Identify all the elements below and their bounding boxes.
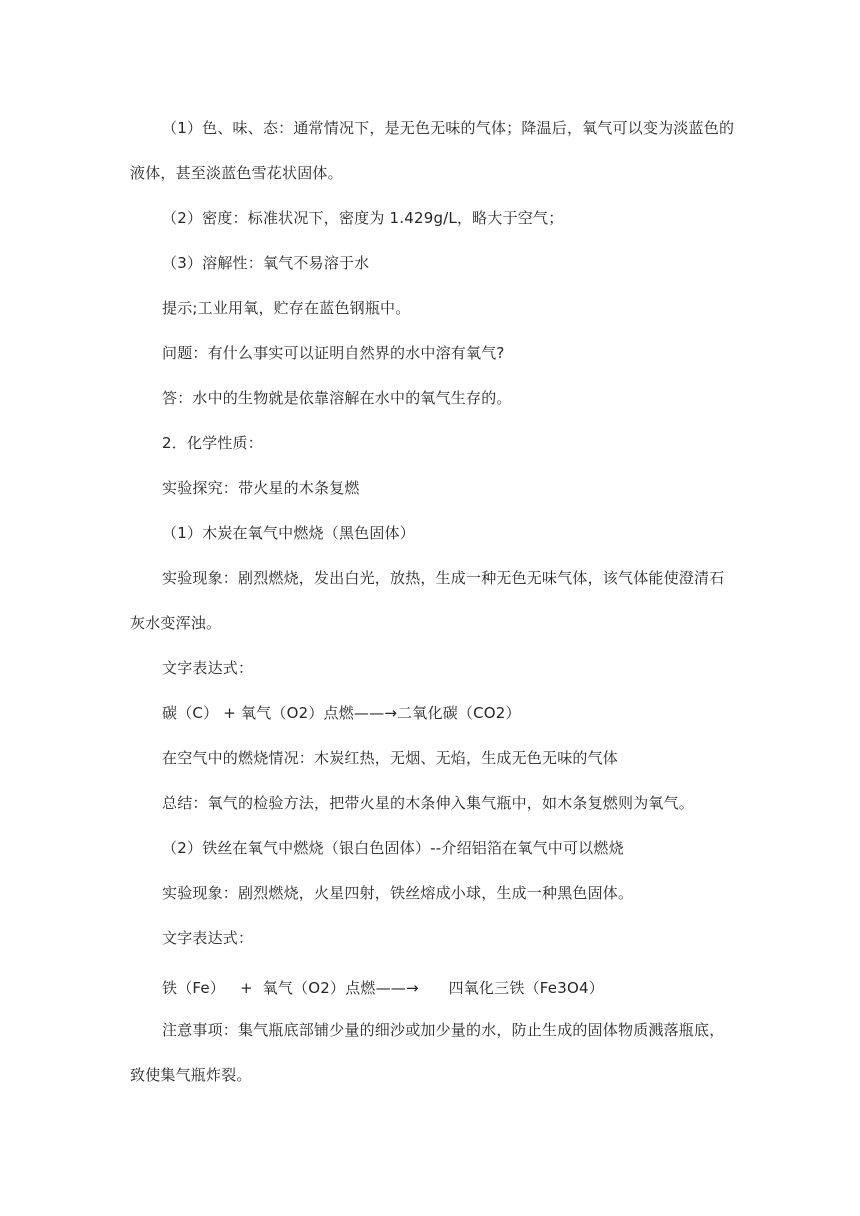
paragraph-iron-wire: （2）铁丝在氧气中燃烧（银白色固体）--介绍铝箔在氧气中可以燃烧 (162, 839, 624, 857)
paragraph-experiment: 实验探究：带火星的木条复燃 (162, 479, 360, 497)
paragraph-summary: 总结：氧气的检验方法，把带火星的木条伸入集气瓶中，如木条复燃则为氧气。 (162, 794, 695, 812)
paragraph-density: （2）密度：标准状况下，密度为 1.429g/L，略大于空气； (162, 209, 564, 227)
paragraph-air-combustion: 在空气中的燃烧情况：木炭红热，无烟、无焰，生成无色无味的气体 (162, 749, 619, 767)
equation-iron: 铁（Fe） + 氧气（O2）点燃——→ 四氧化三铁（Fe3O4） (162, 979, 604, 997)
paragraph-expression-label-2: 文字表达式： (162, 929, 254, 947)
paragraph-hint: 提示;工业用氧，贮存在蓝色钢瓶中。 (162, 299, 411, 317)
paragraph-continuation: 灰水变浑浊。 (130, 614, 222, 632)
paragraph-charcoal: （1）木炭在氧气中燃烧（黑色固体） (162, 524, 415, 542)
paragraph-continuation: 液体，甚至淡蓝色雪花状固体。 (130, 164, 343, 182)
paragraph-precautions: 注意事项：集气瓶底部铺少量的细沙或加少量的水，防止生成的固体物质溅落瓶底， (162, 1021, 725, 1039)
paragraph-question: 问题：有什么事实可以证明自然界的水中溶有氧气? (162, 344, 505, 362)
paragraph-continuation: 致使集气瓶炸裂。 (130, 1066, 252, 1084)
paragraph-color-taste-state: （1）色、味、态：通常情况下，是无色无味的气体；降温后，氧气可以变为淡蓝色的 (162, 119, 735, 137)
paragraph-phenomenon-2: 实验现象：剧烈燃烧，火星四射，铁丝熔成小球，生成一种黑色固体。 (162, 884, 634, 902)
section-heading-chemical-properties: 2．化学性质： (162, 434, 263, 452)
paragraph-expression-label-1: 文字表达式： (162, 659, 254, 677)
equation-carbon: 碳（C） + 氧气（O2）点燃——→二氧化碳（CO2） (162, 704, 521, 722)
paragraph-solubility: （3）溶解性：氧气不易溶于水 (162, 254, 370, 272)
paragraph-answer: 答：水中的生物就是依靠溶解在水中的氧气生存的。 (162, 389, 512, 407)
paragraph-phenomenon-1: 实验现象：剧烈燃烧，发出白光，放热，生成一种无色无味气体，该气体能使澄清石 (162, 569, 725, 587)
